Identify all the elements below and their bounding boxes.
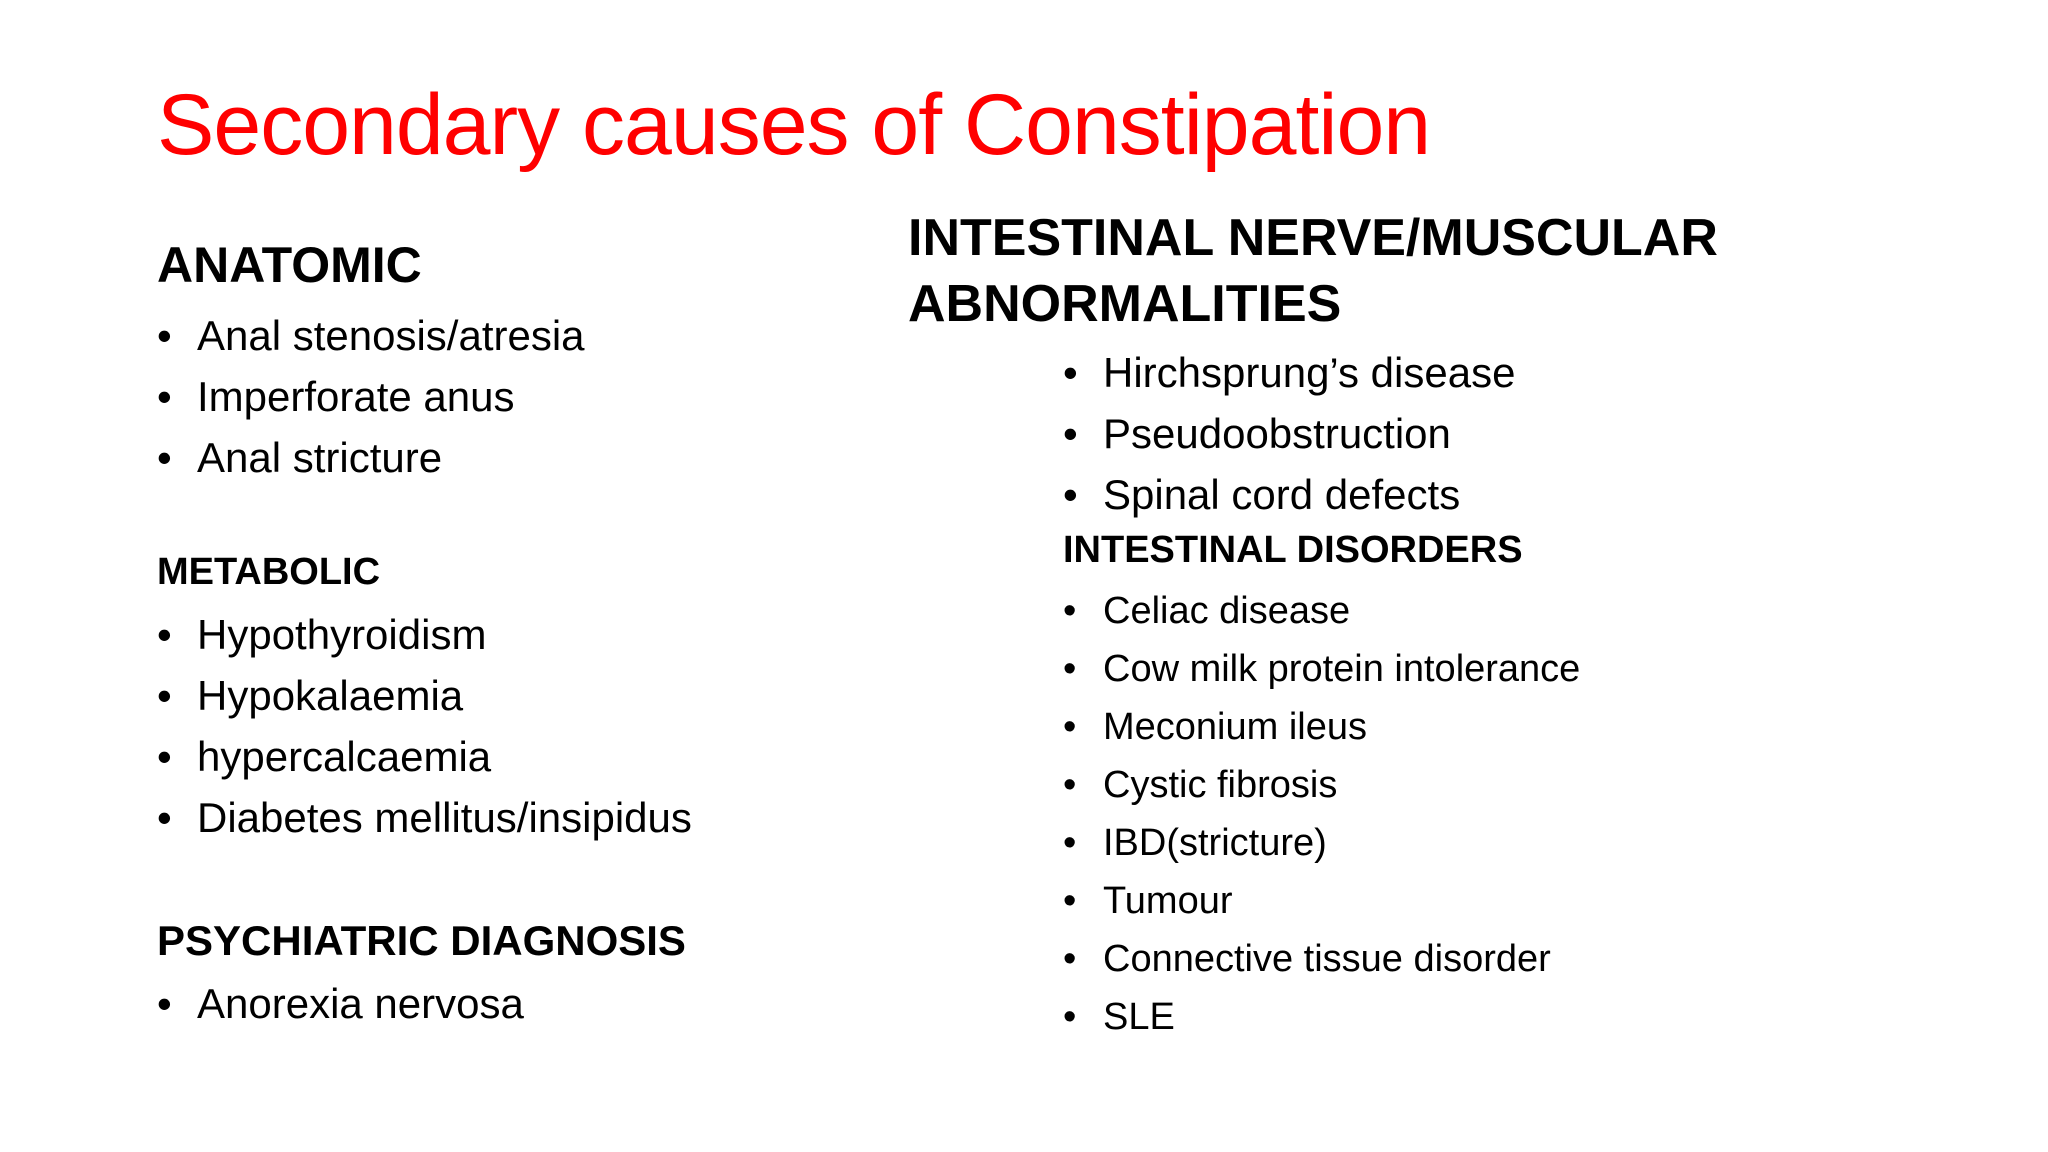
intestinal-disorders-list (1063, 582, 1580, 1046)
psychiatric-heading: PSYCHIATRIC DIAGNOSIS (157, 917, 686, 964)
list-item: • Meconium ileus (1063, 698, 1580, 756)
list-item: • Hypokalaemia (157, 665, 692, 726)
neuromuscular-list (1063, 342, 1515, 525)
list-item: • Tumour (1063, 872, 1580, 930)
list-item: • Celiac disease (1063, 582, 1580, 640)
list-item: • Diabetes mellitus/insipidus (157, 787, 692, 848)
list-item: • Imperforate anus (157, 366, 585, 427)
list-item: • Cystic fibrosis (1063, 756, 1580, 814)
list-item: • Hypothyroidism (157, 604, 692, 665)
list-item: • Anorexia nervosa (157, 973, 524, 1034)
list-item: • IBD(stricture) (1063, 814, 1580, 872)
list-item: • Anal stricture (157, 427, 585, 488)
slide-title: Secondary causes of Constipation (157, 77, 1431, 173)
anatomic-heading: ANATOMIC (157, 237, 422, 293)
list-item: • SLE (1063, 988, 1580, 1046)
neuromuscular-heading-line2: ABNORMALITIES (908, 275, 1342, 333)
metabolic-list (157, 604, 692, 848)
list-item: • Cow milk protein intolerance (1063, 640, 1580, 698)
intestinal-disorders-heading: INTESTINAL DISORDERS (1063, 529, 1523, 571)
psychiatric-list (157, 973, 524, 1034)
neuromuscular-heading (908, 205, 1718, 337)
list-item: • Pseudoobstruction (1063, 403, 1515, 464)
neuromuscular-heading-line1: INTESTINAL NERVE/MUSCULAR (908, 209, 1718, 267)
list-item: • Connective tissue disorder (1063, 930, 1580, 988)
list-item: • Spinal cord defects (1063, 464, 1515, 525)
list-item: • Anal stenosis/atresia (157, 305, 585, 366)
anatomic-list (157, 305, 585, 488)
list-item: • hypercalcaemia (157, 726, 692, 787)
metabolic-heading: METABOLIC (157, 551, 381, 593)
list-item: • Hirchsprung’s disease (1063, 342, 1515, 403)
